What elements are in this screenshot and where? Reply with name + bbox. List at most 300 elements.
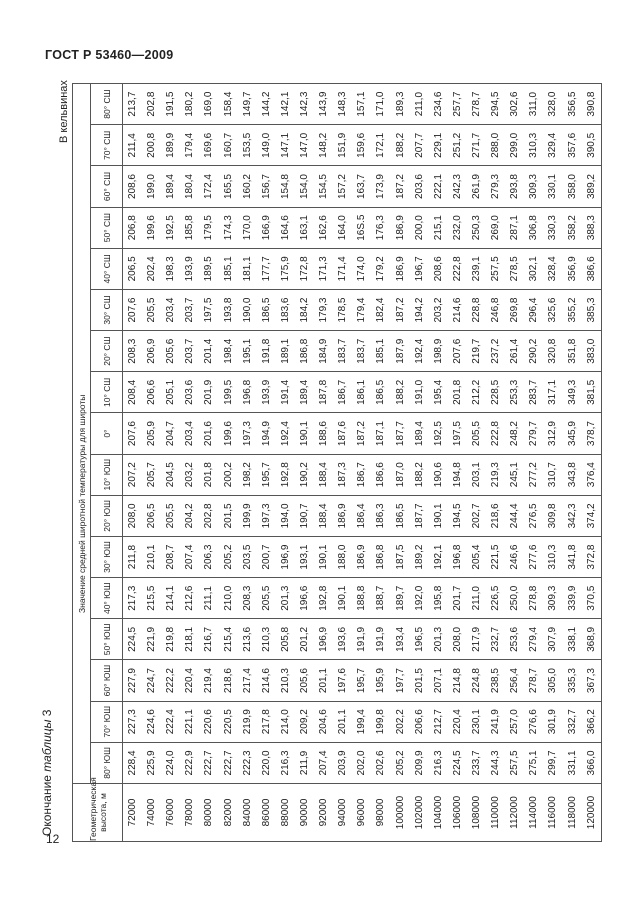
temperature-cell: 190,6 <box>429 454 448 495</box>
temperature-cell: 205,2 <box>219 536 238 577</box>
temperature-cell: 186,3 <box>371 495 390 536</box>
temperature-cell: 169,0 <box>199 84 218 125</box>
temperature-cell: 205,1 <box>161 372 180 413</box>
temperature-cell: 187,7 <box>410 495 429 536</box>
temperature-cell: 188,4 <box>314 495 333 536</box>
temperature-cell: 195,1 <box>238 331 257 372</box>
table-row <box>276 84 295 842</box>
latitude-header: 20° СШ <box>91 331 123 372</box>
temperature-cell: 196,8 <box>238 372 257 413</box>
temperature-cell: 203,2 <box>180 454 199 495</box>
temperature-cell: 220,5 <box>219 701 238 742</box>
temperature-cell: 356,5 <box>563 84 582 125</box>
temperature-cell: 213,7 <box>123 84 143 125</box>
temperature-cell: 192,8 <box>276 454 295 495</box>
temperature-cell: 222,2 <box>161 660 180 701</box>
temperature-cell: 191,9 <box>371 619 390 660</box>
temperature-cell: 186,5 <box>391 495 410 536</box>
temperature-cell: 219,8 <box>161 619 180 660</box>
latitude-header: 70° СШ <box>91 125 123 166</box>
temperature-cell: 216,3 <box>429 742 448 783</box>
temperature-cell: 366,2 <box>582 701 602 742</box>
temperature-cell: 232,0 <box>448 207 467 248</box>
temperature-cell: 164,0 <box>333 207 352 248</box>
temperature-cell: 278,7 <box>467 84 486 125</box>
temperature-cell: 208,3 <box>238 578 257 619</box>
temperature-cell: 250,3 <box>467 207 486 248</box>
temperature-cell: 191,4 <box>276 372 295 413</box>
latitude-header: 40° СШ <box>91 248 123 289</box>
altitude-cell: 108000 <box>467 784 486 842</box>
altitude-cell: 82000 <box>219 784 238 842</box>
temperature-cell: 253,6 <box>505 619 524 660</box>
header-row-latitudes <box>91 84 123 842</box>
temperature-cell: 193,4 <box>391 619 410 660</box>
temperature-cell: 187,9 <box>391 331 410 372</box>
temperature-cell: 203,7 <box>180 331 199 372</box>
temperature-cell: 217,8 <box>257 701 276 742</box>
temperature-cell: 214,1 <box>161 578 180 619</box>
temperature-cell: 277,2 <box>524 454 543 495</box>
temperature-cell: 388,3 <box>582 207 602 248</box>
temperature-cell: 250,0 <box>505 578 524 619</box>
temperature-cell: 189,5 <box>199 248 218 289</box>
temperature-cell: 147,0 <box>295 125 314 166</box>
temperature-cell: 187,5 <box>391 536 410 577</box>
temperature-cell: 190,2 <box>295 454 314 495</box>
temperature-cell: 328,4 <box>543 248 562 289</box>
temperature-cell: 307,9 <box>543 619 562 660</box>
temperature-cell: 257,0 <box>505 701 524 742</box>
temperature-cell: 276,6 <box>524 701 543 742</box>
temperature-cell: 174,0 <box>352 248 371 289</box>
temperature-cell: 201,3 <box>276 578 295 619</box>
temperature-cell: 184,2 <box>295 289 314 330</box>
temperature-cell: 339,9 <box>563 578 582 619</box>
temperature-cell: 195,7 <box>257 454 276 495</box>
temperature-cell: 206,9 <box>142 331 161 372</box>
temperature-cell: 199,6 <box>219 413 238 454</box>
temperature-cell: 332,7 <box>563 701 582 742</box>
temperature-cell: 288,0 <box>486 125 505 166</box>
temperature-cell: 218,6 <box>486 495 505 536</box>
temperature-cell: 195,8 <box>429 578 448 619</box>
temperature-cell: 190,0 <box>238 289 257 330</box>
temperature-cell: 219,9 <box>238 701 257 742</box>
temperature-cell: 215,4 <box>219 619 238 660</box>
temperature-cell: 189,1 <box>276 331 295 372</box>
altitude-cell: 112000 <box>505 784 524 842</box>
table-row <box>410 84 429 842</box>
temperature-cell: 251,2 <box>448 125 467 166</box>
temperature-cell: 196,6 <box>295 578 314 619</box>
temperature-cell: 188,2 <box>391 125 410 166</box>
temperature-cell: 177,7 <box>257 248 276 289</box>
temperature-cell: 211,0 <box>467 578 486 619</box>
altitude-cell: 106000 <box>448 784 467 842</box>
temperature-cell: 190,1 <box>314 536 333 577</box>
temperature-cell: 299,0 <box>505 125 524 166</box>
temperature-cell: 202,6 <box>371 742 390 783</box>
temperature-cell: 199,0 <box>142 166 161 207</box>
temperature-cell: 188,7 <box>371 578 390 619</box>
temperature-cell: 199,9 <box>238 495 257 536</box>
temperature-cell: 374,2 <box>582 495 602 536</box>
temperature-cell: 214,8 <box>448 660 467 701</box>
temperature-cell: 176,3 <box>371 207 390 248</box>
temperature-cell: 278,7 <box>524 660 543 701</box>
table-row <box>543 84 562 842</box>
temperature-cell: 205,8 <box>276 619 295 660</box>
caption-italic: таблицы <box>40 719 54 772</box>
temperature-cell: 187,2 <box>352 413 371 454</box>
temperature-cell: 201,9 <box>199 372 218 413</box>
temperature-cell: 203,4 <box>180 413 199 454</box>
table-row <box>180 84 199 842</box>
table-row <box>429 84 448 842</box>
temperature-cell: 190,7 <box>295 495 314 536</box>
temperature-cell: 143,9 <box>314 84 333 125</box>
temperature-cell: 211,9 <box>295 742 314 783</box>
temperature-cell: 206,5 <box>123 248 143 289</box>
temperature-cell: 358,0 <box>563 166 582 207</box>
temperature-cell: 192,4 <box>276 413 295 454</box>
temperature-cell: 171,0 <box>371 84 390 125</box>
temperature-cell: 212,6 <box>180 578 199 619</box>
temperature-cell: 197,3 <box>257 495 276 536</box>
temperature-cell: 244,4 <box>505 495 524 536</box>
latitude-header: 40° ЮШ <box>91 578 123 619</box>
temperature-cell: 186,5 <box>257 289 276 330</box>
temperature-cell: 372,8 <box>582 536 602 577</box>
temperature-cell: 205,6 <box>295 660 314 701</box>
temperature-cell: 164,6 <box>276 207 295 248</box>
temperature-cell: 186,9 <box>352 536 371 577</box>
altitude-cell: 76000 <box>161 784 180 842</box>
temperature-cell: 224,0 <box>161 742 180 783</box>
table-row <box>467 84 486 842</box>
altitude-cell: 96000 <box>352 784 371 842</box>
latitude-header: 20° ЮШ <box>91 495 123 536</box>
temperature-cell: 196,7 <box>410 248 429 289</box>
temperature-cell: 175,9 <box>276 248 295 289</box>
temperature-cell: 343,8 <box>563 454 582 495</box>
temperature-cell: 160,2 <box>238 166 257 207</box>
temperature-cell: 209,2 <box>295 701 314 742</box>
altitude-cell: 84000 <box>238 784 257 842</box>
temperature-cell: 238,5 <box>486 660 505 701</box>
temperature-cell: 197,3 <box>238 413 257 454</box>
temperature-cell: 154,0 <box>295 166 314 207</box>
temperature-cell: 216,3 <box>276 742 295 783</box>
temperature-cell: 188,4 <box>314 454 333 495</box>
temperature-cell: 310,7 <box>543 454 562 495</box>
group-header: Значение средней широтной температуры для широты <box>73 84 91 784</box>
temperature-cell: 385,3 <box>582 289 602 330</box>
temperature-cell: 208,7 <box>161 536 180 577</box>
temperature-cell: 222,9 <box>180 742 199 783</box>
temperature-cell: 310,3 <box>524 125 543 166</box>
temperature-cell: 383,0 <box>582 331 602 372</box>
temperature-cell: 257,7 <box>448 84 467 125</box>
temperature-cell: 189,3 <box>391 84 410 125</box>
temperature-cell: 210,3 <box>257 619 276 660</box>
latitude-header: 0° <box>91 413 123 454</box>
temperature-cell: 151,9 <box>333 125 352 166</box>
table-row <box>505 84 524 842</box>
temperature-cell: 205,9 <box>142 413 161 454</box>
temperature-cell: 158,4 <box>219 84 238 125</box>
temperature-cell: 211,8 <box>123 536 143 577</box>
temperature-cell: 338,1 <box>563 619 582 660</box>
table-row <box>333 84 352 842</box>
temperature-cell: 190,1 <box>429 495 448 536</box>
temperature-cell: 185,8 <box>180 207 199 248</box>
temperature-cell: 349,3 <box>563 372 582 413</box>
temperature-cell: 199,6 <box>142 207 161 248</box>
temperature-cell: 195,7 <box>352 660 371 701</box>
temperature-cell: 217,9 <box>467 619 486 660</box>
temperature-cell: 325,6 <box>543 289 562 330</box>
temperature-cell: 186,9 <box>333 495 352 536</box>
temperature-cell: 239,1 <box>467 248 486 289</box>
temperature-cell: 179,3 <box>314 289 333 330</box>
temperature-cell: 351,8 <box>563 331 582 372</box>
temperature-cell: 196,8 <box>448 536 467 577</box>
temperature-cell: 157,1 <box>352 84 371 125</box>
temperature-cell: 355,2 <box>563 289 582 330</box>
temperature-cell: 201,7 <box>448 578 467 619</box>
temperature-cell: 194,2 <box>410 289 429 330</box>
temperature-cell: 202,8 <box>199 495 218 536</box>
temperature-cell: 193,1 <box>295 536 314 577</box>
altitude-cell: 72000 <box>123 784 143 842</box>
table-body <box>123 84 602 842</box>
temperature-cell: 207,7 <box>410 125 429 166</box>
temperature-cell: 228,5 <box>486 372 505 413</box>
temperature-cell: 154,8 <box>276 166 295 207</box>
temperature-cell: 186,6 <box>371 454 390 495</box>
temperature-cell: 196,9 <box>276 536 295 577</box>
altitude-cell: 98000 <box>371 784 390 842</box>
table-row <box>257 84 276 842</box>
temperature-cell: 201,8 <box>448 372 467 413</box>
temperature-cell: 378,7 <box>582 413 602 454</box>
temperature-cell: 299,7 <box>543 742 562 783</box>
temperature-cell: 246,8 <box>486 289 505 330</box>
temperature-cell: 197,6 <box>333 660 352 701</box>
temperature-cell: 222,8 <box>486 413 505 454</box>
altitude-cell: 120000 <box>582 784 602 842</box>
temperature-cell: 279,7 <box>524 413 543 454</box>
table-row <box>161 84 180 842</box>
table-row <box>238 84 257 842</box>
temperature-cell: 196,9 <box>314 619 333 660</box>
header-row-group <box>73 84 91 842</box>
temperature-cell: 212,7 <box>429 701 448 742</box>
temperature-cell: 198,2 <box>238 454 257 495</box>
temperature-cell: 208,0 <box>448 619 467 660</box>
temperature-cell: 226,5 <box>486 578 505 619</box>
temperature-cell: 196,5 <box>410 619 429 660</box>
temperature-cell: 207,1 <box>429 660 448 701</box>
temperature-cell: 216,7 <box>199 619 218 660</box>
temperature-cell: 187,2 <box>391 166 410 207</box>
temperature-cell: 206,5 <box>142 495 161 536</box>
temperature-cell: 179,4 <box>352 289 371 330</box>
temperature-cell: 357,6 <box>563 125 582 166</box>
temperature-cell: 208,0 <box>123 495 143 536</box>
temperature-cell: 278,8 <box>524 578 543 619</box>
temperature-cell: 242,3 <box>448 166 467 207</box>
temperature-cell: 244,3 <box>486 742 505 783</box>
temperature-cell: 189,4 <box>410 413 429 454</box>
temperature-cell: 186,4 <box>352 495 371 536</box>
altitude-cell: 86000 <box>257 784 276 842</box>
temperature-cell: 195,9 <box>371 660 390 701</box>
temperature-cell: 181,1 <box>238 248 257 289</box>
temperature-cell: 160,7 <box>219 125 238 166</box>
altitude-cell: 88000 <box>276 784 295 842</box>
temperature-cell: 183,6 <box>276 289 295 330</box>
units-note: В кельвинах <box>58 80 70 143</box>
temperature-cell: 187,6 <box>333 413 352 454</box>
temperature-cell: 283,7 <box>524 372 543 413</box>
temperature-cell: 367,3 <box>582 660 602 701</box>
table-row <box>314 84 333 842</box>
temperature-cell: 144,2 <box>257 84 276 125</box>
temperature-cell: 191,9 <box>352 619 371 660</box>
temperature-cell: 188,0 <box>333 536 352 577</box>
temperature-cell: 368,9 <box>582 619 602 660</box>
temperature-cell: 189,4 <box>161 166 180 207</box>
altitude-cell: 110000 <box>486 784 505 842</box>
temperature-cell: 381,5 <box>582 372 602 413</box>
temperature-cell: 201,1 <box>314 660 333 701</box>
standard-title: ГОСТ Р 53460—2009 <box>45 48 174 62</box>
temperature-cell: 329,4 <box>543 125 562 166</box>
temperature-cell: 261,4 <box>505 331 524 372</box>
temperature-cell: 221,1 <box>180 701 199 742</box>
temperature-cell: 172,8 <box>295 248 314 289</box>
latitude-header: 80° ЮШ <box>91 742 123 783</box>
temperature-cell: 306,8 <box>524 207 543 248</box>
temperature-cell: 170,0 <box>238 207 257 248</box>
temperature-cell: 205,7 <box>142 454 161 495</box>
temperature-cell: 171,3 <box>314 248 333 289</box>
temperature-cell: 278,5 <box>505 248 524 289</box>
temperature-cell: 287,1 <box>505 207 524 248</box>
table-row <box>371 84 390 842</box>
temperature-cell: 191,0 <box>410 372 429 413</box>
temperature-cell: 376,4 <box>582 454 602 495</box>
temperature-cell: 228,8 <box>467 289 486 330</box>
temperature-cell: 224,5 <box>123 619 143 660</box>
temperature-cell: 194,9 <box>257 413 276 454</box>
temperature-cell: 225,9 <box>142 742 161 783</box>
table-row <box>582 84 602 842</box>
temperature-cell: 305,0 <box>543 660 562 701</box>
temperature-cell: 189,9 <box>161 125 180 166</box>
temperature-cell: 294,5 <box>486 84 505 125</box>
temperature-cell: 142,3 <box>295 84 314 125</box>
temperature-cell: 192,0 <box>410 578 429 619</box>
altitude-cell: 116000 <box>543 784 562 842</box>
temperature-cell: 207,6 <box>123 289 143 330</box>
temperature-cell: 193,8 <box>219 289 238 330</box>
temperature-cell: 172,4 <box>199 166 218 207</box>
temperature-cell: 208,3 <box>123 331 143 372</box>
temperature-cell: 224,7 <box>142 660 161 701</box>
altitude-cell: 94000 <box>333 784 352 842</box>
temperature-cell: 192,1 <box>429 536 448 577</box>
altitude-cell: 118000 <box>563 784 582 842</box>
caption-number: 3 <box>40 709 54 717</box>
temperature-cell: 154,5 <box>314 166 333 207</box>
temperature-cell: 257,5 <box>505 742 524 783</box>
temperature-table-container <box>72 83 602 842</box>
temperature-cell: 358,2 <box>563 207 582 248</box>
temperature-cell: 157,2 <box>333 166 352 207</box>
temperature-cell: 200,7 <box>257 536 276 577</box>
temperature-cell: 214,6 <box>448 289 467 330</box>
temperature-cell: 310,3 <box>543 536 562 577</box>
altitude-cell: 102000 <box>410 784 429 842</box>
temperature-cell: 198,9 <box>429 331 448 372</box>
temperature-cell: 233,7 <box>467 742 486 783</box>
table-row <box>563 84 582 842</box>
temperature-cell: 228,4 <box>123 742 143 783</box>
temperature-cell: 187,7 <box>391 413 410 454</box>
temperature-cell: 356,9 <box>563 248 582 289</box>
temperature-cell: 218,1 <box>180 619 199 660</box>
temperature-cell: 206,6 <box>142 372 161 413</box>
temperature-cell: 206,6 <box>410 701 429 742</box>
temperature-cell: 200,8 <box>142 125 161 166</box>
temperature-cell: 317,1 <box>543 372 562 413</box>
temperature-cell: 253,3 <box>505 372 524 413</box>
temperature-cell: 193,6 <box>333 619 352 660</box>
temperature-cell: 222,8 <box>448 248 467 289</box>
temperature-cell: 390,8 <box>582 84 602 125</box>
temperature-cell: 195,4 <box>429 372 448 413</box>
temperature-cell: 188,8 <box>352 578 371 619</box>
table-row <box>524 84 543 842</box>
temperature-cell: 172,1 <box>371 125 390 166</box>
temperature-cell: 248,2 <box>505 413 524 454</box>
temperature-cell: 271,7 <box>467 125 486 166</box>
temperature-cell: 206,3 <box>199 536 218 577</box>
temperature-cell: 147,1 <box>276 125 295 166</box>
temperature-cell: 245,1 <box>505 454 524 495</box>
temperature-cell: 217,3 <box>123 578 143 619</box>
temperature-cell: 302,1 <box>524 248 543 289</box>
temperature-cell: 220,4 <box>448 701 467 742</box>
temperature-cell: 149,0 <box>257 125 276 166</box>
temperature-cell: 290,2 <box>524 331 543 372</box>
temperature-cell: 232,7 <box>486 619 505 660</box>
temperature-cell: 302,6 <box>505 84 524 125</box>
temperature-cell: 224,6 <box>142 701 161 742</box>
page-number: 12 <box>46 832 60 846</box>
temperature-cell: 203,2 <box>429 289 448 330</box>
temperature-cell: 190,1 <box>333 578 352 619</box>
temperature-cell: 205,6 <box>161 331 180 372</box>
temperature-cell: 309,3 <box>543 578 562 619</box>
temperature-cell: 149,7 <box>238 84 257 125</box>
temperature-cell: 200,0 <box>410 207 429 248</box>
temperature-cell: 201,5 <box>219 495 238 536</box>
